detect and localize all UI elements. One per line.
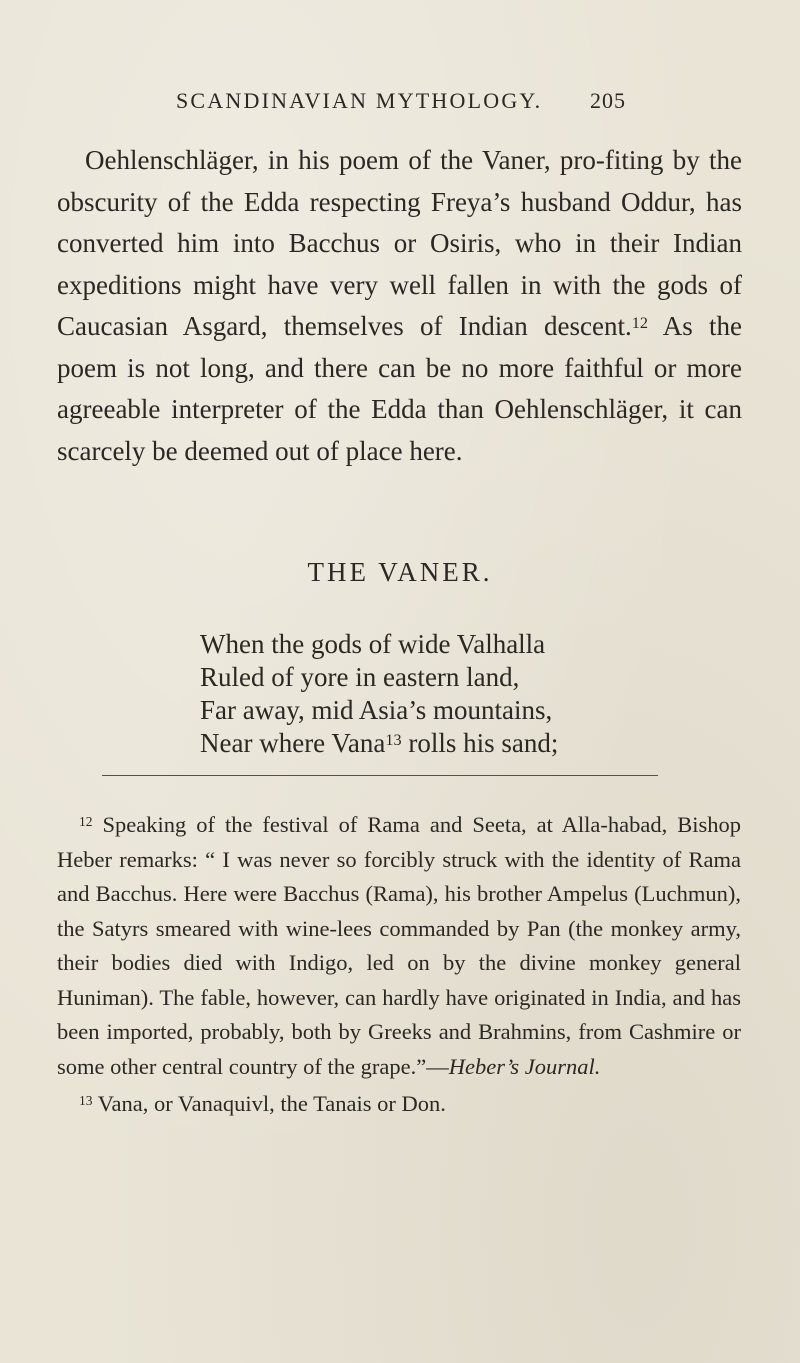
footnote-divider (102, 775, 658, 776)
verse-line-1: When the gods of wide Valhalla (200, 629, 546, 659)
running-head (176, 88, 626, 118)
poem-title: THE VANER. (307, 557, 493, 587)
verse-line-4-after-note: rolls his sand; (401, 728, 559, 758)
footnote-marker-12: 12 (79, 813, 93, 829)
footnote-13-text: Vana, or Vanaquivl, the Tanais or Don. (92, 1091, 446, 1116)
verse-line-3: Far away, mid Asia’s mountains, (200, 695, 553, 725)
page-number: 205 (590, 88, 626, 113)
footnote-12-source: Heber’s Journal. (448, 1053, 601, 1079)
footnote-12-text: Speaking of the festival of Rama and Seeta, at Alla-habad, Bishop Heber remarks: “ I was never so forcibly struck with the identity of Rama and Bacchus. Here were Bacchus (Rama), his brother Ampelus (Luchmun), the Satyrs smeared with wine-lees commanded by Pan (the monkey army, their bodies died with Indigo, led on by the divine monkey general Huniman). The fable, however, can hardly have originated in India, and has been imported, probably, both by Greeks and Brahmins, from Cashmire or some other central country of the grape.”— (57, 812, 741, 1079)
verse-line-4-before-note: Near where Vana (200, 728, 386, 758)
footnote-12 (57, 808, 741, 1084)
footnotes (57, 808, 741, 1122)
footnote-13 (57, 1087, 741, 1122)
verse-line-2: Ruled of yore in eastern land, (200, 662, 520, 692)
main-paragraph-block (57, 140, 742, 472)
paragraph-text-after-note: As the poem is not long, and there can be no more faithful or more agreeable interpreter of the Edda than Oehlenschläger, it can scarcely be deemed out of place here. (57, 311, 742, 466)
verse-line-4 (200, 727, 720, 760)
running-title: SCANDINAVIAN MYTHOLOGY. (176, 88, 543, 113)
main-paragraph (57, 140, 742, 472)
footnote-reference-13: 13 (385, 730, 402, 749)
footnote-marker-13: 13 (79, 1092, 93, 1108)
poem-verse (200, 628, 720, 760)
paragraph-text-before-note: Oehlenschläger, in his poem of the Vaner, pro-fiting by the obscurity of the Edda respecting Freya’s husband Oddur, has converted him into Bacchus or Osiris, who in their Indian expeditions might have very well fallen in with the gods of Caucasian Asgard, themselves of Indian descent. (57, 145, 742, 341)
footnote-reference-12: 12 (631, 313, 648, 332)
